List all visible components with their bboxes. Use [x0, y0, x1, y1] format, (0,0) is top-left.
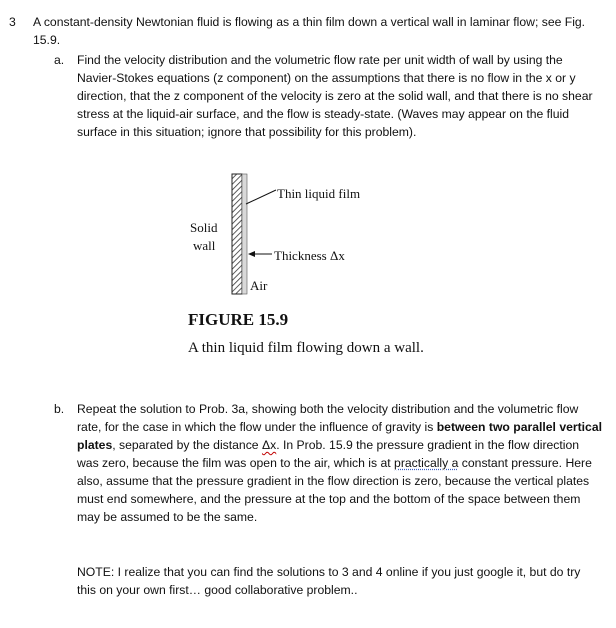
figure-15-9	[180, 168, 480, 368]
part-a-label: a.	[54, 53, 65, 67]
part-b-practically: practically a	[394, 456, 459, 470]
note-text: NOTE: I realize that you can find the solutions to 3 and 4 online if you just google it, but do try this on your own first… good collaborative problem..	[77, 565, 581, 597]
problem-number: 3	[9, 15, 16, 29]
part-a-text: Find the velocity distribution and the volumetric flow rate per unit width of wall by using the Navier-Stokes equations (z component) on the assumptions that there is no flow in the x or y direction, that the z component of the velocity is zero at the solid wall, and that there is no shear stress at the liquid-air surface, and the flow is steady-state. (Waves may appear on the fluid surface in this situation; ignore that possibility for this problem).	[77, 53, 593, 139]
figure-title: FIGURE 15.9	[188, 310, 289, 329]
part-b-text-3: . In Prob. 15.9 the pressure gradient in the flow direction was zero, because the film was open to the air, which is at	[77, 438, 580, 470]
part-b-bold-phrase: between two parallel vertical plates	[77, 420, 603, 452]
figure-caption: A thin liquid film flowing down a wall.	[188, 340, 424, 356]
problem-intro: A constant-density Newtonian fluid is flowing as a thin film down a vertical wall in laminar flow; see Fig. 15.9.	[33, 15, 586, 47]
part-b-text-1: Repeat the solution to Prob. 3a, showing both the velocity distribution and the volumetric flow rate, for the case in which the flow under the influence of gravity is	[77, 402, 579, 434]
part-b-text-2: , separated by the distance	[112, 438, 262, 452]
figure-label-air: Air	[250, 278, 268, 293]
thickness-arrowhead	[248, 251, 255, 257]
figure-label-solid: Solid	[190, 220, 218, 235]
part-b-text-4: constant pressure. Here also, assume that the pressure gradient in the flow direction is zero, because the vertical plates must end somewhere, and the pressure at the top and the bottom of the space between them may be assumed to be the same.	[77, 456, 592, 524]
figure-label-film: Thin liquid film	[277, 186, 361, 201]
film-leader-line	[246, 190, 276, 204]
liquid-film-shape	[242, 174, 247, 294]
part-b-dx: Δx	[261, 438, 277, 452]
figure-label-thickness: Thickness Δx	[274, 248, 345, 263]
solid-wall-shape	[232, 174, 242, 294]
part-b-label: b.	[54, 402, 65, 416]
figure-label-wall: wall	[193, 238, 216, 253]
part-b-text	[77, 400, 602, 526]
